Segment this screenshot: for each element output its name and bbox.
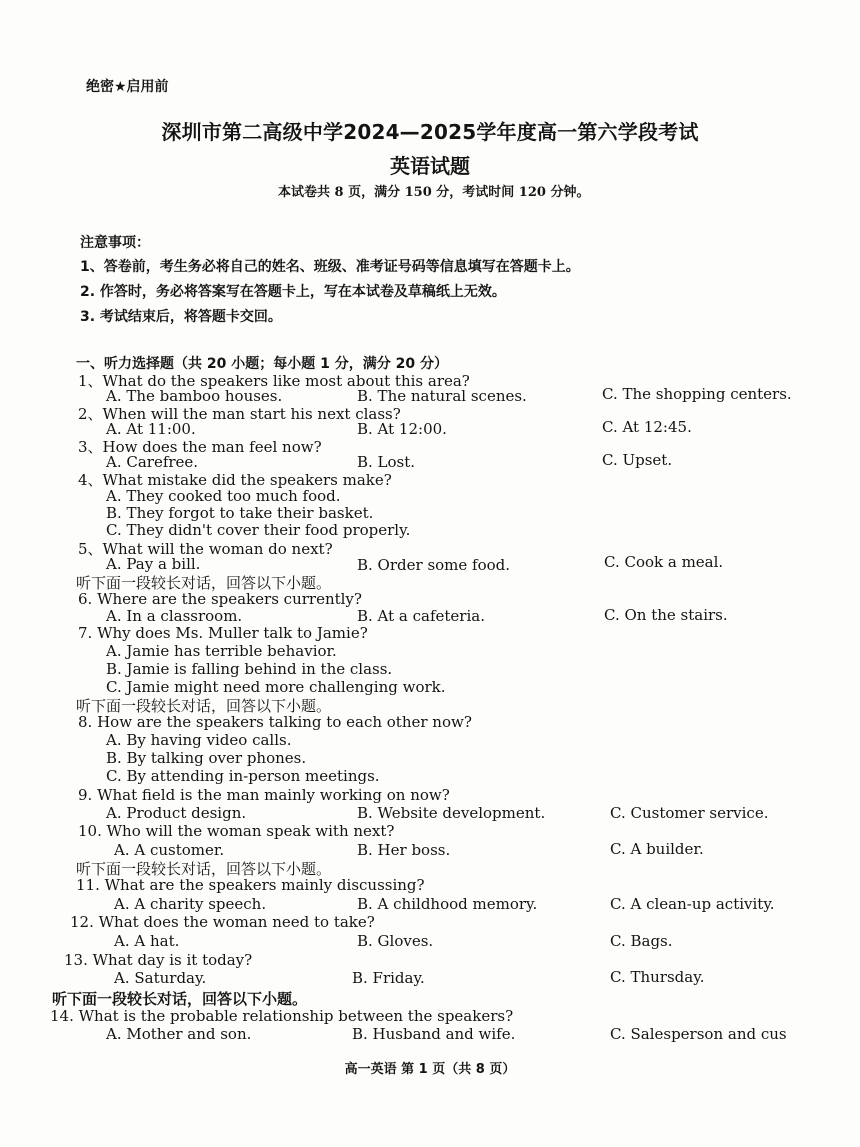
exam-title: 深圳市第二高级中学2024—2025学年度高一第六学段考试	[161, 120, 699, 144]
option-a: A. By having video calls.	[106, 731, 292, 749]
option-b: B. Her boss.	[357, 841, 451, 859]
option-c: C. Upset.	[602, 451, 673, 469]
option-c: C. Jamie might need more challenging work.	[106, 678, 446, 696]
option-a: A. The bamboo houses.	[106, 387, 283, 405]
option-c: C. The shopping centers.	[602, 385, 792, 403]
option-b: B. Gloves.	[357, 932, 434, 950]
option-b: B. Order some food.	[357, 556, 511, 574]
option-b: B. They forgot to take their basket.	[106, 504, 374, 522]
section-title: 一、听力选择题（共 20 小题；每小题 1 分，满分 20 分）	[76, 356, 448, 372]
question-9: 9. What field is the man mainly working on now?	[78, 786, 450, 804]
option-a: A. A charity speech.	[114, 895, 267, 913]
option-c: C. At 12:45.	[602, 418, 692, 436]
option-c: C. On the stairs.	[604, 606, 728, 624]
option-b: B. A childhood memory.	[357, 895, 538, 913]
option-a: A. A hat.	[114, 932, 180, 950]
option-a: A. Carefree.	[106, 453, 199, 471]
notice-item: 3. 考试结束后，将答题卡交回。	[80, 309, 282, 325]
directions: 听下面一段较长对话，回答以下小题。	[76, 697, 332, 715]
question-4: 4、What mistake did the speakers make?	[78, 471, 392, 489]
option-b: B. Lost.	[357, 453, 416, 471]
option-c: C. Customer service.	[610, 804, 769, 822]
option-a: A. Product design.	[106, 804, 247, 822]
question-3: 3、How does the man feel now?	[78, 438, 322, 456]
directions: 听下面一段较长对话，回答以下小题。	[76, 574, 332, 592]
question-8: 8. How are the speakers talking to each other now?	[78, 713, 472, 731]
option-b: B. At 12:00.	[357, 420, 447, 438]
option-b: B. By talking over phones.	[106, 749, 307, 767]
option-a: A. Pay a bill.	[106, 555, 201, 573]
option-a: A. A customer.	[114, 841, 225, 859]
option-c: C. They didn't cover their food properly.	[106, 521, 411, 539]
option-a: A. At 11:00.	[106, 420, 196, 438]
option-a: A. They cooked too much food.	[106, 487, 341, 505]
option-a: A. Jamie has terrible behavior.	[106, 642, 337, 660]
notice-heading: 注意事项：	[80, 235, 150, 251]
option-c: C. By attending in-person meetings.	[106, 767, 380, 785]
exam-subtitle: 英语试题	[390, 154, 470, 178]
option-b: B. Jamie is falling behind in the class.	[106, 660, 393, 678]
option-c: C. A clean-up activity.	[610, 895, 775, 913]
option-b: B. Husband and wife.	[352, 1025, 516, 1043]
option-c: C. Cook a meal.	[604, 553, 724, 571]
question-12: 12. What does the woman need to take?	[70, 913, 375, 931]
question-6: 6. Where are the speakers currently?	[78, 590, 362, 608]
option-a: A. Mother and son.	[106, 1025, 252, 1043]
question-10: 10. Who will the woman speak with next?	[78, 822, 395, 840]
question-7: 7. Why does Ms. Muller talk to Jamie?	[78, 624, 368, 642]
notice-item: 2. 作答时，务必将答案写在答题卡上，写在本试卷及草稿纸上无效。	[80, 284, 506, 300]
notice-item: 1、答卷前，考生务必将自己的姓名、班级、准考证号码等信息填写在答题卡上。	[80, 259, 580, 275]
option-c: C. Bags.	[610, 932, 673, 950]
option-b: B. At a cafeteria.	[357, 607, 485, 625]
option-c: C. A builder.	[610, 840, 704, 858]
option-c: C. Salesperson and cus	[610, 1025, 787, 1043]
question-14: 14. What is the probable relationship between the speakers?	[50, 1007, 514, 1025]
option-a: A. In a classroom.	[106, 607, 243, 625]
option-c: C. Thursday.	[610, 968, 705, 986]
option-b: B. Friday.	[352, 969, 425, 987]
directions: 听下面一段较长对话，回答以下小题。	[76, 860, 332, 878]
question-1: 1、What do the speakers like most about this area?	[78, 372, 470, 390]
question-5: 5、What will the woman do next?	[78, 540, 333, 558]
option-a: A. Saturday.	[114, 969, 207, 987]
confidential-mark: 绝密★启用前	[86, 79, 169, 95]
option-b: B. The natural scenes.	[357, 387, 527, 405]
question-13: 13. What day is it today?	[64, 951, 253, 969]
page-footer: 高一英语 第 1 页（共 8 页）	[344, 1062, 516, 1077]
exam-info: 本试卷共 8 页，满分 150 分，考试时间 120 分钟。	[278, 185, 590, 200]
question-2: 2、When will the man start his next class?	[78, 405, 401, 423]
directions: 听下面一段较长对话，回答以下小题。	[52, 990, 308, 1008]
option-b: B. Website development.	[357, 804, 546, 822]
question-11: 11. What are the speakers mainly discussing?	[76, 876, 425, 894]
